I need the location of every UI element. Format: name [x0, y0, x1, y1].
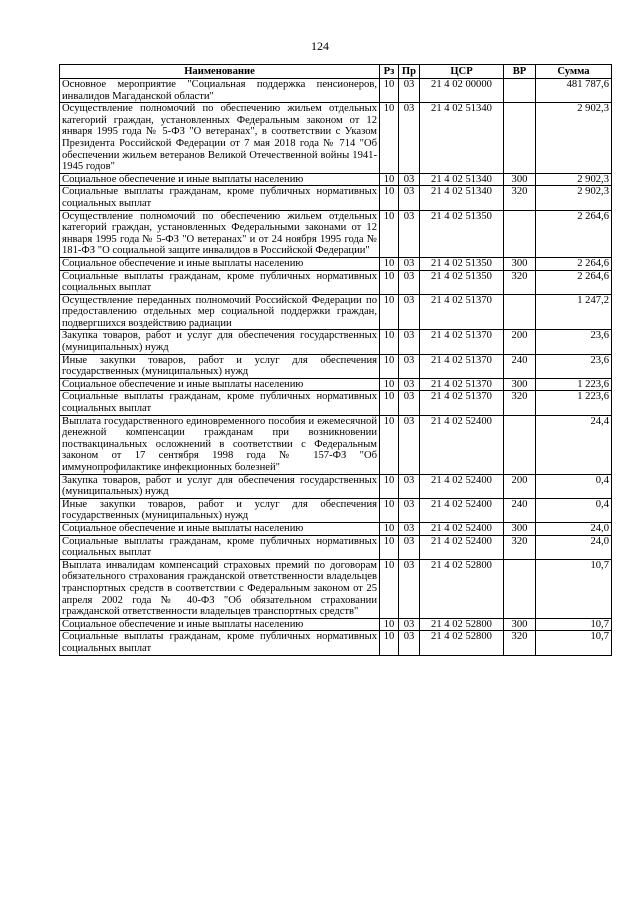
- row-pr: 03: [399, 391, 420, 415]
- table-row: [60, 378, 612, 391]
- row-rz: 10: [380, 257, 399, 270]
- row-rz: 10: [380, 103, 399, 174]
- row-pr: 03: [399, 415, 420, 474]
- row-name: Осуществление переданных полномочий Российской Федерации по предоставлению отдельных мер социальной поддержки граждан, подвергшихся воздействию радиации: [60, 294, 380, 330]
- column-header-name: Наименование: [60, 65, 380, 79]
- table-row: [60, 391, 612, 415]
- row-csr: 21 4 02 52400: [420, 415, 504, 474]
- table-row: [60, 103, 612, 174]
- row-vr: 320: [504, 270, 536, 294]
- row-csr: 21 4 02 52400: [420, 535, 504, 559]
- row-pr: 03: [399, 378, 420, 391]
- row-pr: 03: [399, 173, 420, 186]
- row-vr: [504, 210, 536, 257]
- table-row: [60, 498, 612, 522]
- column-header-csr: ЦСР: [420, 65, 504, 79]
- row-rz: 10: [380, 330, 399, 354]
- row-sum: 23,6: [536, 354, 612, 378]
- table-row: [60, 173, 612, 186]
- row-csr: 21 4 02 51370: [420, 354, 504, 378]
- table-row: [60, 559, 612, 618]
- table-row: [60, 522, 612, 535]
- table-row: [60, 631, 612, 655]
- table-row: [60, 79, 612, 103]
- row-pr: 03: [399, 257, 420, 270]
- row-rz: 10: [380, 354, 399, 378]
- row-rz: 10: [380, 522, 399, 535]
- row-rz: 10: [380, 210, 399, 257]
- row-sum: 2 264,6: [536, 210, 612, 257]
- column-header-pr: Пр: [399, 65, 420, 79]
- row-sum: 24,0: [536, 535, 612, 559]
- row-csr: 21 4 02 51340: [420, 103, 504, 174]
- row-sum: 0,4: [536, 474, 612, 498]
- table-row: [60, 257, 612, 270]
- row-csr: 21 4 02 00000: [420, 79, 504, 103]
- row-csr: 21 4 02 51370: [420, 378, 504, 391]
- row-pr: 03: [399, 330, 420, 354]
- row-csr: 21 4 02 52800: [420, 559, 504, 618]
- column-header-sum: Сумма: [536, 65, 612, 79]
- row-vr: 300: [504, 173, 536, 186]
- row-pr: 03: [399, 354, 420, 378]
- row-rz: 10: [380, 378, 399, 391]
- row-name: Социальное обеспечение и иные выплаты населению: [60, 522, 380, 535]
- row-name: Иные закупки товаров, работ и услуг для обеспечения государственных (муниципальных) нужд: [60, 498, 380, 522]
- row-vr: [504, 103, 536, 174]
- row-pr: 03: [399, 186, 420, 210]
- row-csr: 21 4 02 51370: [420, 294, 504, 330]
- row-csr: 21 4 02 51350: [420, 210, 504, 257]
- row-name: Социальные выплаты гражданам, кроме публичных нормативных социальных выплат: [60, 631, 380, 655]
- row-name: Социальные выплаты гражданам, кроме публичных нормативных социальных выплат: [60, 186, 380, 210]
- table-row: [60, 186, 612, 210]
- table-row: [60, 535, 612, 559]
- row-name: Социальные выплаты гражданам, кроме публичных нормативных социальных выплат: [60, 391, 380, 415]
- row-pr: 03: [399, 618, 420, 631]
- row-csr: 21 4 02 51370: [420, 391, 504, 415]
- row-rz: 10: [380, 270, 399, 294]
- row-vr: 300: [504, 257, 536, 270]
- row-rz: 10: [380, 618, 399, 631]
- row-sum: 24,4: [536, 415, 612, 474]
- row-vr: 320: [504, 186, 536, 210]
- row-vr: 300: [504, 618, 536, 631]
- row-rz: 10: [380, 535, 399, 559]
- column-header-rz: Рз: [380, 65, 399, 79]
- row-sum: 23,6: [536, 330, 612, 354]
- row-vr: [504, 294, 536, 330]
- table-row: [60, 294, 612, 330]
- row-csr: 21 4 02 52800: [420, 631, 504, 655]
- table-row: [60, 618, 612, 631]
- row-name: Выплата государственного единовременного пособия и ежемесячной денежной компенсации гражданам при возникновении поствакцинальных осложнений в соответствии с Федеральным законом от 17 сентября 1998 года № 157-ФЗ "Об иммунопрофилактике инфекционных болезней": [60, 415, 380, 474]
- row-rz: 10: [380, 474, 399, 498]
- row-pr: 03: [399, 522, 420, 535]
- row-name: Выплата инвалидам компенсаций страховых премий по договорам обязательного страхования гражданской ответственности владельцев транспортных средств в соответствии с Федеральным законом от 25 апреля 2002 года № 40-ФЗ "Об обязательном страховании гражданской ответственности владельцев транспортных средств": [60, 559, 380, 618]
- row-name: Иные закупки товаров, работ и услуг для обеспечения государственных (муниципальных) нужд: [60, 354, 380, 378]
- row-name: Социальные выплаты гражданам, кроме публичных нормативных социальных выплат: [60, 270, 380, 294]
- row-sum: 2 264,6: [536, 257, 612, 270]
- row-sum: 2 264,6: [536, 270, 612, 294]
- column-header-vr: ВР: [504, 65, 536, 79]
- row-sum: 0,4: [536, 498, 612, 522]
- row-name: Социальное обеспечение и иные выплаты населению: [60, 618, 380, 631]
- row-rz: 10: [380, 631, 399, 655]
- row-sum: 1 223,6: [536, 391, 612, 415]
- row-rz: 10: [380, 79, 399, 103]
- row-name: Основное мероприятие "Социальная поддержка пенсионеров, инвалидов Магаданской области": [60, 79, 380, 103]
- row-rz: 10: [380, 559, 399, 618]
- row-rz: 10: [380, 173, 399, 186]
- row-name: Закупка товаров, работ и услуг для обеспечения государственных (муниципальных) нужд: [60, 330, 380, 354]
- table-row: [60, 270, 612, 294]
- row-csr: 21 4 02 52800: [420, 618, 504, 631]
- row-sum: 2 902,3: [536, 103, 612, 174]
- table-row: [60, 330, 612, 354]
- row-pr: 03: [399, 270, 420, 294]
- table-row: [60, 210, 612, 257]
- row-name: Социальные выплаты гражданам, кроме публичных нормативных социальных выплат: [60, 535, 380, 559]
- row-name: Осуществление полномочий по обеспечению жильем отдельных категорий граждан, установленных Федеральным законом от 12 января 1995 года № 5-ФЗ "О ветеранах", в соответствии с Указом Президента Российской Федерации от 7 мая 2018 года № 714 "Об обеспечении жильем ветеранов Великой Отечественной войны 1941-1945 годов": [60, 103, 380, 174]
- row-csr: 21 4 02 51340: [420, 173, 504, 186]
- budget-table: [59, 64, 612, 656]
- row-vr: 320: [504, 535, 536, 559]
- row-sum: 481 787,6: [536, 79, 612, 103]
- table-row: [60, 354, 612, 378]
- row-sum: 24,0: [536, 522, 612, 535]
- row-csr: 21 4 02 51350: [420, 270, 504, 294]
- row-csr: 21 4 02 51350: [420, 257, 504, 270]
- row-vr: 240: [504, 354, 536, 378]
- row-name: Осуществление полномочий по обеспечению жильем отдельных категорий граждан, установленных Федеральными законами от 12 января 1995 года № 5-ФЗ "О ветеранах" и от 24 ноября 1995 года № 181-ФЗ "О социальной защите инвалидов в Российской Федерации": [60, 210, 380, 257]
- row-csr: 21 4 02 51370: [420, 330, 504, 354]
- row-csr: 21 4 02 51340: [420, 186, 504, 210]
- row-name: Социальное обеспечение и иные выплаты населению: [60, 173, 380, 186]
- row-rz: 10: [380, 294, 399, 330]
- row-csr: 21 4 02 52400: [420, 522, 504, 535]
- row-vr: 320: [504, 391, 536, 415]
- row-rz: 10: [380, 415, 399, 474]
- row-rz: 10: [380, 186, 399, 210]
- row-name: Социальное обеспечение и иные выплаты населению: [60, 257, 380, 270]
- row-pr: 03: [399, 631, 420, 655]
- row-name: Закупка товаров, работ и услуг для обеспечения государственных (муниципальных) нужд: [60, 474, 380, 498]
- row-vr: [504, 79, 536, 103]
- row-pr: 03: [399, 210, 420, 257]
- row-vr: [504, 559, 536, 618]
- row-vr: 300: [504, 522, 536, 535]
- row-pr: 03: [399, 498, 420, 522]
- row-pr: 03: [399, 474, 420, 498]
- row-sum: 1 247,2: [536, 294, 612, 330]
- row-vr: 200: [504, 330, 536, 354]
- row-csr: 21 4 02 52400: [420, 498, 504, 522]
- row-vr: 240: [504, 498, 536, 522]
- table-header-row: [60, 65, 612, 79]
- row-rz: 10: [380, 391, 399, 415]
- row-rz: 10: [380, 498, 399, 522]
- row-vr: [504, 415, 536, 474]
- table-row: [60, 474, 612, 498]
- row-sum: 10,7: [536, 631, 612, 655]
- row-vr: 320: [504, 631, 536, 655]
- row-vr: 200: [504, 474, 536, 498]
- row-vr: 300: [504, 378, 536, 391]
- table-row: [60, 415, 612, 474]
- row-pr: 03: [399, 535, 420, 559]
- row-pr: 03: [399, 79, 420, 103]
- row-sum: 1 223,6: [536, 378, 612, 391]
- row-sum: 2 902,3: [536, 173, 612, 186]
- row-pr: 03: [399, 294, 420, 330]
- row-sum: 10,7: [536, 618, 612, 631]
- row-sum: 10,7: [536, 559, 612, 618]
- row-sum: 2 902,3: [536, 186, 612, 210]
- page-number: 124: [311, 39, 329, 53]
- row-name: Социальное обеспечение и иные выплаты населению: [60, 378, 380, 391]
- row-pr: 03: [399, 103, 420, 174]
- row-pr: 03: [399, 559, 420, 618]
- row-csr: 21 4 02 52400: [420, 474, 504, 498]
